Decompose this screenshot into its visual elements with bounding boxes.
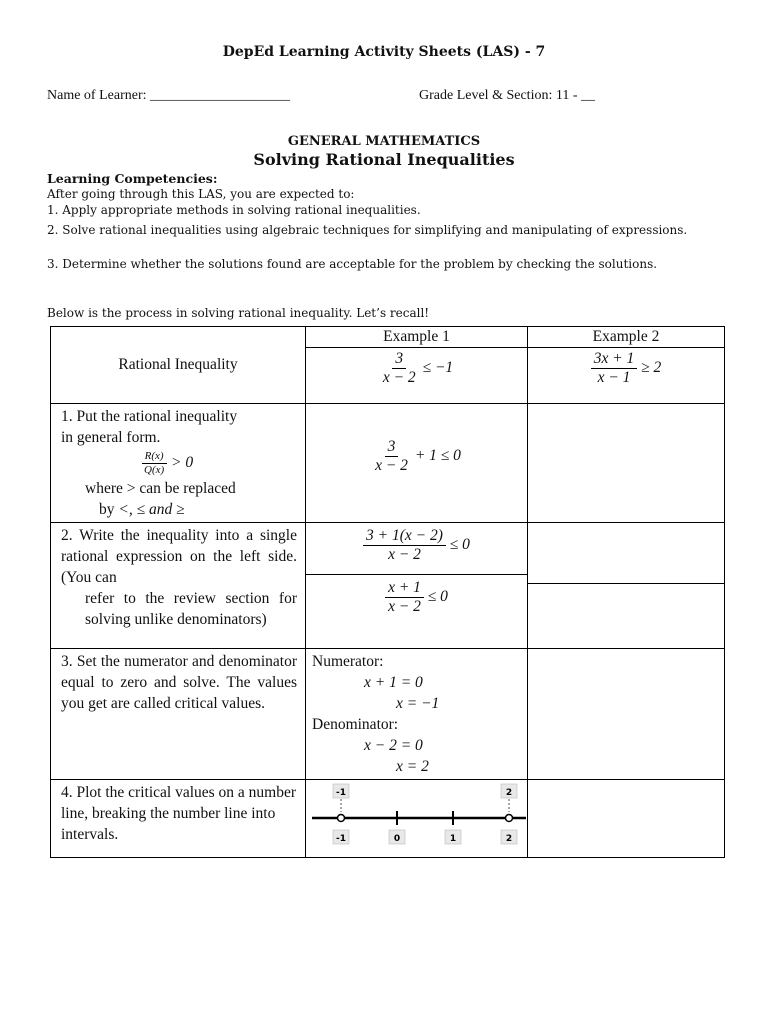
tick-label-1 (445, 830, 461, 844)
table-row-step-3 (51, 649, 725, 780)
step-2-example-1: $\frac{3 + 1(x - 2)}{x - 2}$ ≤ 0 $\frac{x + 1}{x - 2}$ ≤ 0 (306, 523, 528, 649)
svg-text:2: 2 (505, 834, 513, 844)
competencies-intro: After going through this LAS, you are expected to: (47, 187, 355, 201)
example-2-label: Example 2 (528, 327, 724, 348)
competency-item: 3. Determine whether the solutions found are acceptable for the problem by checking the solutions. (47, 257, 658, 271)
open-point-neg1 (338, 815, 345, 822)
step-3-example-1: Numerator: x + 1 = 0 x = −1 Denominator: x − 2 = 0 x = 2 (306, 649, 528, 780)
header-rational-inequality (51, 327, 306, 404)
step-4-example-1 (306, 780, 528, 858)
grade-section-line: Grade Level & Section: 11 - __ (419, 88, 595, 103)
tick-label-0 (389, 830, 405, 844)
learner-name-line: Name of Learner: ____________________ (47, 88, 290, 103)
recall-text: Below is the process in solving rational inequality. Let’s recall! (47, 306, 430, 320)
step-1-example-2 (528, 404, 725, 523)
svg-text:2: 2 (505, 788, 513, 798)
step-1-example-1: $\frac{3}{x - 2}$ + 1 ≤ 0 (306, 404, 528, 523)
critical-label-top-neg1 (333, 784, 349, 798)
step-1-text: 1. Put the rational inequality in general form. $\frac{R(x)}{Q(x)}$ > 0 where > can be replaced by <, ≤ and ≥ (51, 404, 306, 523)
step-3-text: 3. Set the numerator and denominator equal to zero and solve. The values you get are called critical values. (51, 649, 306, 780)
example-2-inequality: $\frac{3x + 1}{x - 1}$ ≥ 2 (528, 348, 724, 387)
competency-item: 1. Apply appropriate methods in solving rational inequalities. (47, 203, 421, 217)
competencies-heading: Learning Competencies: (47, 171, 218, 186)
example-1-label: Example 1 (306, 327, 527, 348)
step-4-example-2 (528, 780, 725, 858)
open-point-2 (506, 815, 513, 822)
table-header-row (51, 327, 725, 404)
step-2-example-2 (528, 523, 725, 649)
table-row-step-1 (51, 404, 725, 523)
svg-text:-1: -1 (336, 788, 346, 798)
process-table (50, 326, 725, 858)
step-2-text: 2. Write the inequality into a single rational expression on the left side. (You can refer to the review section for solving unlike denominators) (51, 523, 306, 649)
competency-item: 2. Solve rational inequalities using algebraic techniques for simplifying and manipulating of expressions. (47, 223, 688, 237)
svg-text:1: 1 (449, 834, 457, 844)
header-label: Rational Inequality (118, 356, 238, 373)
critical-label-top-2 (501, 784, 517, 798)
table-row-step-2 (51, 523, 725, 649)
header-example-1 (306, 327, 528, 404)
example-1-inequality: $\frac{3}{x - 2}$ ≤ −1 (382, 350, 454, 386)
tick-label-2 (501, 830, 517, 844)
tick-label-neg1 (333, 830, 349, 844)
sheet-title: DepEd Learning Activity Sheets (LAS) - 7 (222, 44, 546, 60)
topic-title: Solving Rational Inequalities (253, 150, 515, 169)
step-4-text: 4. Plot the critical values on a number line, breaking the number line into intervals. (51, 780, 306, 858)
number-line (312, 782, 526, 852)
header-example-2 (528, 327, 725, 404)
svg-text:0: 0 (393, 834, 401, 844)
table-row-step-4 (51, 780, 725, 858)
step-3-example-2 (528, 649, 725, 780)
svg-text:-1: -1 (336, 834, 346, 844)
subject-heading: GENERAL MATHEMATICS (287, 134, 481, 149)
